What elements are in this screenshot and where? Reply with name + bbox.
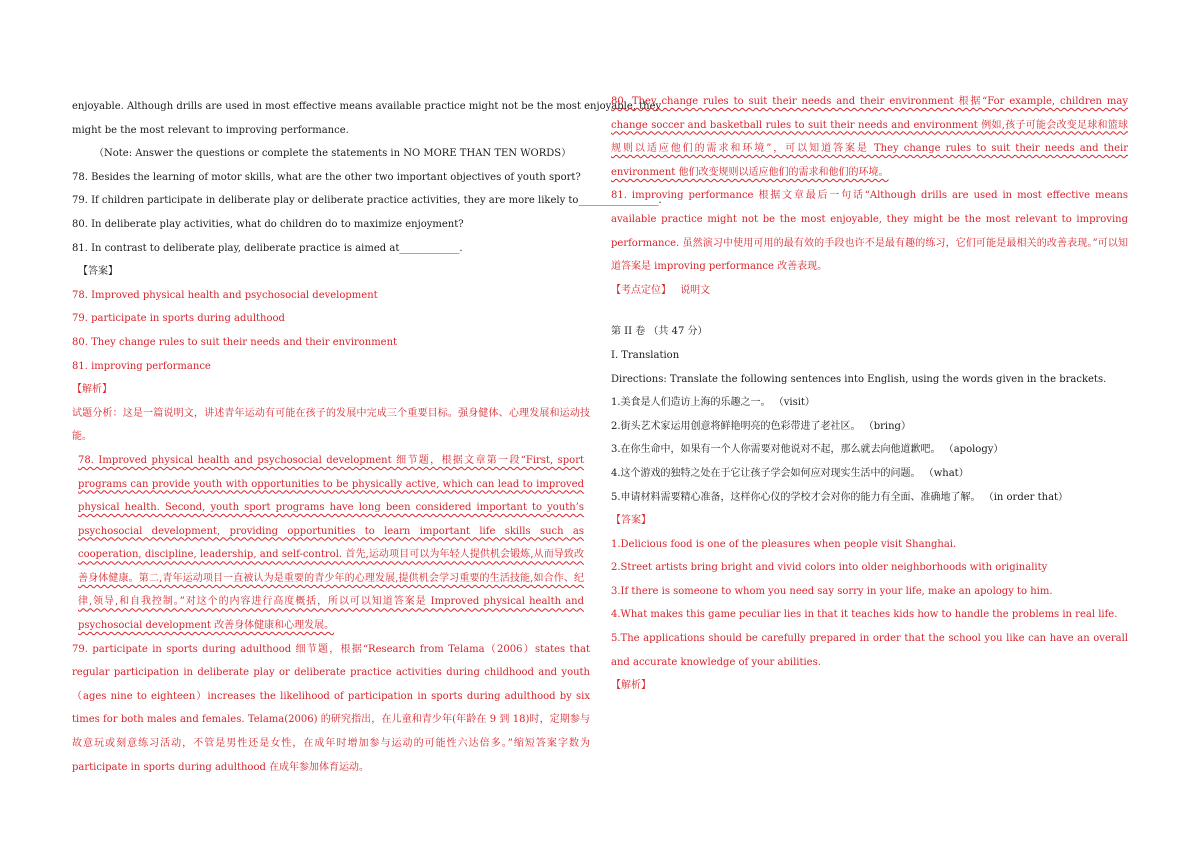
directions: Directions: Translate the following sentences into English, using the words given in the brackets. — [611, 373, 1107, 385]
answer-80: 80. They change rules to suit their needs and their environment — [72, 336, 398, 348]
section-label: I. Translation — [611, 349, 680, 361]
answer-79: 79. participate in sports during adulthood — [72, 313, 285, 325]
sentence-3: 3.在你生命中，如果有一个人你需要对他说对不起，那么就去向他道歉吧。 （apology） — [611, 444, 1004, 456]
note: （Note: Answer the questions or complete the statements in NO MORE THAN TEN WORDS） — [94, 148, 572, 160]
analysis-81: 81. improving performance 根据文章最后一句话“Although drills are used in most effective means available practice might not be the most enjoyable, they might be the most relevant to improving performance. 虽然演习中使用可用的最有效的手段也许不是最有趣的练习，它们可能是最相关的改善表现。”可以知道答案是 improving performance 改善表现。 — [611, 190, 1128, 273]
analysis-79: 79. participate in sports during adulthood 细节题，根据“Research from Telama（2006）states that regular participation in deliberate play or deliberate practice activities during childhood and youth （ages nine to eighteen）increases the likelihood of participation in sports during adulthood by six times for both males and females. Telama(2006) 的研究指出，在儿童和青少年(年龄在 9 到 18)时，定期参与故意玩或刻意练习活动，不管是男性还是女性，在成年时增加参与运动的可能性六达倍多。”缩短答案字数为 participate in sports during adulthood 在成年参加体育运动。 — [72, 643, 590, 773]
analysis-header-2: 【解析】 — [611, 680, 651, 692]
analysis-78 — [72, 449, 590, 638]
kaodian-header: 【考点定位】 — [611, 284, 671, 296]
analysis-80 — [611, 90, 1128, 184]
translation-answer-4: 4.What makes this game peculiar lies in that it teaches kids how to handle the problems in real life. — [611, 609, 1118, 621]
question-79: 79. If children participate in deliberate play or deliberate practice activities, they are more likely to________________. — [72, 195, 662, 207]
analysis-header: 【解析】 — [72, 384, 112, 396]
right-column — [611, 90, 1128, 698]
question-78: 78. Besides the learning of motor skills, what are the other two important objectives of youth sport? — [72, 171, 581, 183]
kaodian-value: 说明文 — [680, 284, 711, 296]
answer-header-2: 【答案】 — [611, 515, 651, 527]
sentence-5: 5.申请材料需要精心准备，这样你心仪的学校才会对你的能力有全面、准确地了解。 （in order that） — [611, 491, 1069, 503]
analysis-summary: 试题分析：这是一篇说明文，讲述青年运动有可能在孩子的发展中完成三个重要目标。强身健体、心理发展和运动技能。 — [72, 407, 590, 443]
question-80: 80. In deliberate play activities, what do children do to maximize enjoyment? — [72, 218, 464, 230]
section-title: 第 II 卷 （共 47 分） — [611, 326, 708, 338]
translation-answer-1: 1.Delicious food is one of the pleasures when people visit Shanghai. — [611, 538, 957, 550]
translation-answer-5: 5.The applications should be carefully prepared in order that the school you like can have an overall and accurate knowledge of your abilities. — [611, 633, 1128, 668]
intro-line: enjoyable. Although drills are used in most effective means available practice might not be the most enjoyable, they — [72, 101, 662, 112]
analysis-78-text: 78. Improved physical health and psychosocial development 细节题，根据文章第一段“First, sport programs can provide youth with opportunities to be physically active, which can lead to improved physical health. Second, youth sport programs have long been considered important to youth’s psychosocial development, providing opportunities to learn important life skills such as cooperation, discipline, leadership, and self-control. 首先,运动项目可以为年轻人提供机会锻炼,从而导致改善身体健康。第二,青年运动项目一直被认为是重要的青少年的心理发展,提供机会学习重要的生活技能,如合作、纪律,领导,和自我控制。”对这个的内容进行高度概括，所以可以知道答案是 Improved physical health and psychosocial development 改善身体健康和心理发展。 — [78, 454, 584, 632]
answer-81: 81. improving performance — [72, 360, 211, 372]
sentence-2: 2.街头艺术家运用创意将鲜艳明亮的色彩带进了老社区。 （bring） — [611, 420, 911, 432]
analysis-80-text: 80. They change rules to suit their needs and their environment 根据“For example, children may change soccer and basketball rules to suit their needs and environment 例如,孩子可能会改变足球和篮球规则以适应他们的需求和环境”，可以知道答案是 They change rules to suit their needs and their environment 他们改变规则以适应他们的需求和他们的环境。 — [611, 96, 1128, 178]
translation-answer-3: 3.If there is someone to whom you need say sorry in your life, make an apology to him. — [611, 585, 1053, 597]
answer-78: 78. Improved physical health and psychosocial development — [72, 289, 378, 301]
intro-line: might be the most relevant to improving performance. — [72, 124, 349, 136]
sentence-1: 1.美食是人们造访上海的乐趣之一。 （visit） — [611, 397, 815, 409]
kaodian — [611, 279, 1128, 303]
question-81: 81. In contrast to deliberate play, deliberate practice is aimed at____________. — [72, 242, 463, 254]
sentence-4: 4.这个游戏的独特之处在于它让孩子学会如何应对现实生活中的问题。 （what） — [611, 467, 969, 479]
translation-answer-2: 2.Street artists bring bright and vivid colors into older neighborhoods with originality — [611, 562, 1048, 574]
answer-header: 【答案】 — [78, 266, 118, 278]
